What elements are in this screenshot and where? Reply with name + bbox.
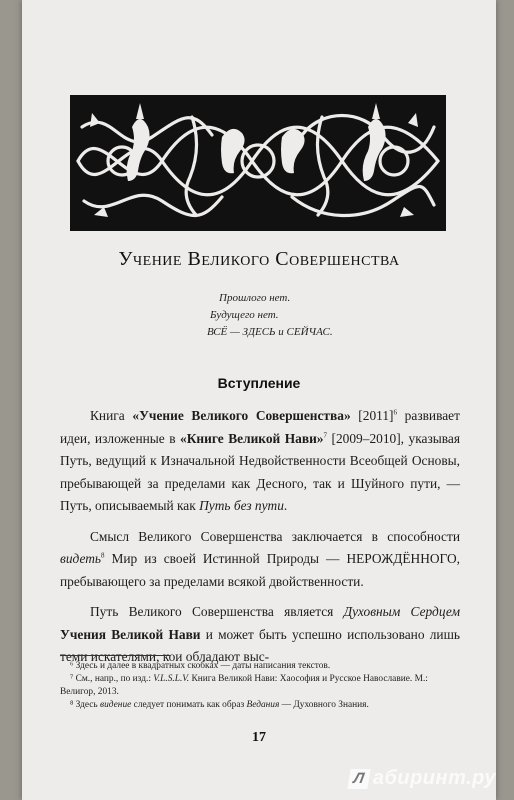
- text-run: и может быть успешно использовано лишь теми искателями, кои обладают выс-: [60, 626, 460, 664]
- emphasis: видеть: [60, 551, 101, 566]
- chapter-title: Учение Великого Совершенства: [118, 248, 400, 270]
- paragraph: [60, 601, 460, 669]
- footnote: [60, 699, 460, 712]
- epigraph: [207, 290, 333, 341]
- book-page: [22, 0, 496, 800]
- footnote: ⁶ Здесь и далее в квадратных скобках — даты написания текстов.: [70, 661, 331, 671]
- footnote-ref: 7: [323, 431, 328, 440]
- emphasis: V.L.S.L.V.: [153, 674, 190, 684]
- knotwork-ornament: [72, 97, 444, 229]
- text-run: Книга Великой Нави: Хаософия и Русское Навославие. М.: Велигор, 2013.: [60, 674, 428, 697]
- text-run: Книга: [90, 408, 133, 423]
- decorative-ornament-banner: [70, 95, 446, 231]
- text-run: [2009–2010], указывая Путь, ведущий к Изначальной Недвойственности Всеобщей Основы, пребывающей за пределами как Десного, так и Шуйного пути, — Путь, описываемый как: [60, 430, 461, 513]
- watermark: [349, 767, 496, 790]
- paragraph: [60, 526, 460, 594]
- paragraph: [60, 405, 460, 518]
- text-run: Смысл Великого Совершенства заключается в способности: [90, 528, 460, 544]
- footnote-divider: [60, 655, 170, 656]
- emphasis: видение: [100, 700, 132, 710]
- watermark-text: абиринт.ру: [372, 767, 496, 789]
- text-run: развивает идеи, изложенные в: [60, 408, 460, 446]
- epigraph-line: ВСЁ — ЗДЕСЬ и СЕЙЧАС.: [207, 326, 333, 338]
- text-run: Мир из своей Истинной Природы — НЕРОЖДЁННОГО, пребывающего за пределами всякой двойственности.: [60, 551, 460, 589]
- watermark-logo-icon: Л: [347, 769, 371, 789]
- footnotes: [60, 660, 460, 712]
- text-run: [2011]: [350, 408, 394, 423]
- emphasis: Ведания: [246, 700, 280, 710]
- emphasis: Путь без пути: [199, 498, 284, 513]
- book-title: «Учение Великого Совершенства»: [132, 408, 351, 423]
- book-title: «Книге Великой Нави»: [180, 430, 324, 446]
- text-run: — Духовного Знания.: [279, 700, 369, 710]
- emphasis: Духовным Сердцем: [343, 604, 461, 619]
- footnote: [60, 673, 460, 699]
- footnote-ref: 8: [100, 551, 105, 560]
- section-title: Вступление: [217, 375, 301, 391]
- text-run: .: [283, 498, 288, 513]
- text-run: Путь Великого Совершенства является: [90, 604, 344, 619]
- text-run: ⁸ Здесь: [70, 700, 101, 710]
- text-run: следует понимать как образ: [131, 700, 247, 710]
- page-number: 17: [252, 730, 266, 745]
- book-title: Учения Великой Нави: [60, 626, 201, 642]
- footnote-ref: 6: [393, 408, 398, 417]
- epigraph-line: Прошлого нет.: [219, 292, 291, 304]
- body-text: [60, 405, 460, 677]
- epigraph-line: Будущего нет.: [210, 309, 279, 321]
- text-run: ⁷ См., напр., по изд.:: [70, 674, 154, 684]
